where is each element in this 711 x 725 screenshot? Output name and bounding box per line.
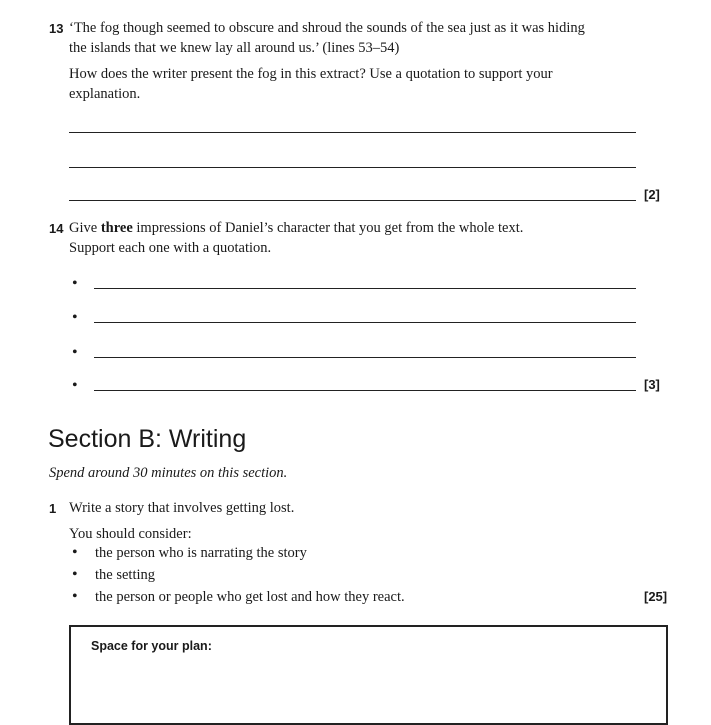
answer-line-14-4[interactable]: [94, 390, 636, 391]
question-13-quote-line-1: ‘The fog though seemed to obscure and shroud the sounds of the sea just as it was hiding: [69, 20, 585, 36]
section-b-question-1-prompt: Write a story that involves getting lost.: [69, 500, 295, 516]
bullet-14-1: •: [72, 275, 78, 292]
question-14-prompt-line-1: [69, 218, 523, 238]
question-14-prompt-post: impressions of Daniel’s character that you get from the whole text.: [132, 220, 524, 236]
question-13-prompt-line-1: How does the writer present the fog in this extract? Use a quotation to support your: [69, 66, 553, 82]
section-b-question-1-number: 1: [49, 501, 57, 516]
consider-item-2: the setting: [95, 567, 156, 583]
consider-bullet-1: •: [72, 544, 78, 561]
consider-bullet-2: •: [72, 566, 78, 583]
plan-box-label: Space for your plan:: [91, 639, 212, 653]
section-b-instruction: Spend around 30 minutes on this section.: [49, 465, 288, 481]
bullet-14-2: •: [72, 309, 78, 326]
answer-line-13-2[interactable]: [69, 167, 636, 168]
consider-item-1: the person who is narrating the story: [95, 545, 307, 561]
question-14-prompt-pre: Give: [69, 220, 101, 236]
question-13-quote-line-2: the islands that we knew lay all around us.’ (lines 53–54): [69, 40, 400, 56]
answer-line-13-1[interactable]: [69, 132, 636, 133]
bullet-14-3: •: [72, 344, 78, 361]
question-14-prompt-line-2: Support each one with a quotation.: [69, 240, 272, 256]
question-14-marks: [3]: [644, 377, 660, 392]
question-13-prompt-line-2: explanation.: [69, 86, 141, 102]
question-14-number: 14: [49, 221, 64, 236]
answer-line-13-3[interactable]: [69, 200, 636, 201]
consider-bullet-3: •: [72, 588, 78, 605]
question-14-prompt-emphasis: three: [100, 220, 133, 236]
answer-line-14-1[interactable]: [94, 288, 636, 289]
section-b-consider-label: You should consider:: [69, 526, 192, 542]
bullet-14-4: •: [72, 377, 78, 394]
answer-line-14-2[interactable]: [94, 322, 636, 323]
question-13-number: 13: [49, 21, 64, 36]
answer-line-14-3[interactable]: [94, 357, 636, 358]
question-13-marks: [2]: [644, 187, 660, 202]
consider-item-3: the person or people who get lost and how they react.: [95, 589, 405, 605]
section-b-heading: Section B: Writing: [48, 425, 247, 453]
section-b-question-1-marks: [25]: [644, 589, 668, 604]
plan-box[interactable]: [69, 625, 668, 725]
